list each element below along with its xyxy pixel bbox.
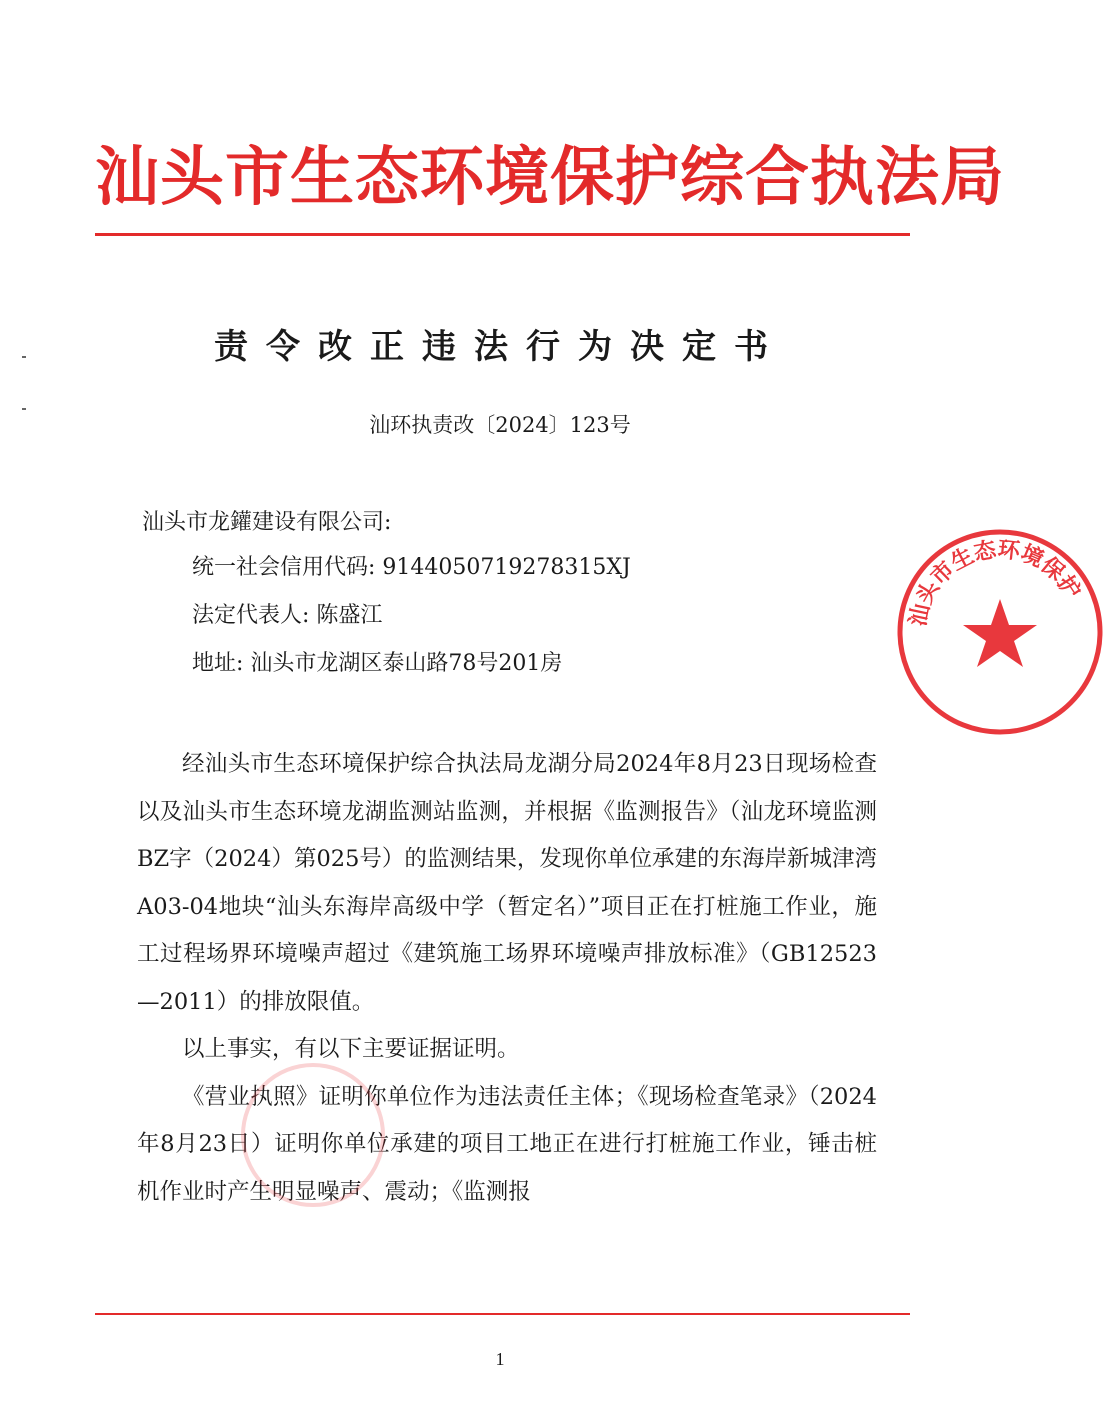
header-red-rule [95, 233, 910, 236]
paragraph-evidence-intro: 以上事实，有以下主要证据证明。 [182, 1036, 520, 1062]
paragraph-facts: 经汕头市生态环境保护综合执法局龙湖分局2024年8月23日现场检查以及汕头市生态环境龙湖监测站监测，并根据《监测报告》（汕龙环境监测BZ字（2024）第025号）的监测结果，发现你单位承建的东海岸新城津湾A03-04地块“汕头东海岸高级中学（暂定名）”项目正在打桩施工作业，施工过程场界环境噪声超过《建筑施工场界环境噪声排放标准》（GB12523—2011）的排放限值。 [137, 751, 877, 1015]
seal-text: 汕头市生态环境保护 [905, 537, 1085, 629]
legal-representative: 法定代表人: 陈盛江 [192, 603, 383, 628]
page-number: 1 [495, 1349, 505, 1369]
faint-seal-impression [238, 1060, 388, 1210]
addressee: 汕头市龙鑵建设有限公司: [142, 510, 392, 535]
scan-margin-mark [22, 356, 26, 358]
address: 地址: 汕头市龙湖区泰山路78号201房 [192, 651, 563, 676]
document-title: 责令改正违法行为决定书 [214, 327, 786, 367]
official-seal [895, 527, 1105, 737]
seal-star-icon [963, 599, 1037, 667]
organization-header: 汕头市生态环境保护综合执法局 [95, 141, 1005, 215]
paragraph-evidence: 《营业执照》证明你单位作为违法责任主体；《现场检查笔录》（2024年8月23日）证明你单位承建的项目工地正在进行打桩施工作业，锤击桩机作业时产生明显噪声、震动；《监测报 [137, 1083, 877, 1205]
credit-code: 统一社会信用代码: 9144050719278315XJ [192, 555, 631, 580]
document-number: 汕环执责改〔2024〕123号 [369, 413, 631, 437]
scan-margin-mark [22, 408, 26, 410]
footer-red-rule [95, 1313, 910, 1315]
